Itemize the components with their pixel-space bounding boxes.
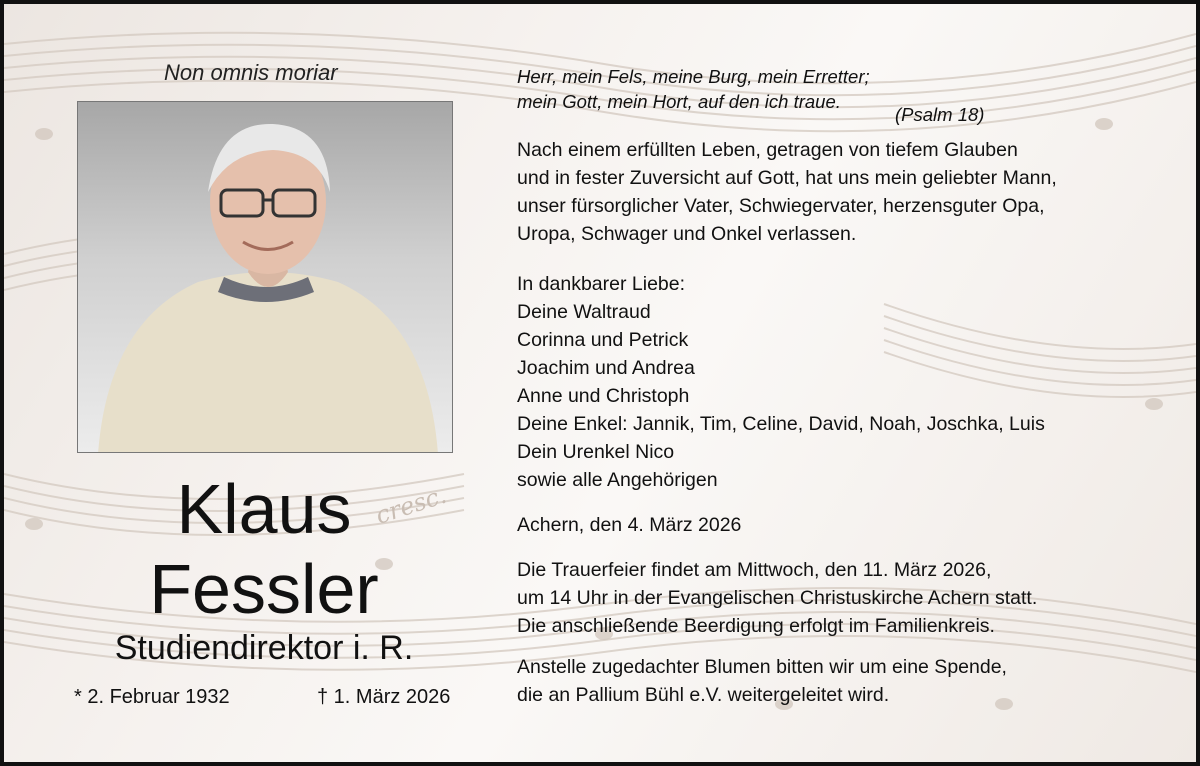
first-name: Klaus <box>176 470 352 548</box>
death-date: † 1. März 2026 <box>317 686 451 708</box>
cresc-marking: cresc. <box>372 480 450 530</box>
professional-title: Studiendirektor i. R. <box>114 629 414 667</box>
verse-line: Herr, mein Fels, meine Burg, mein Erretter; <box>517 66 870 87</box>
text-line: Uropa, Schwager und Onkel verlassen. <box>517 223 857 245</box>
portrait-photo <box>77 101 453 453</box>
mourners-list <box>517 270 1167 494</box>
mourner-line: Anne und Christoph <box>517 385 690 407</box>
motto: Non omnis moriar <box>164 60 338 85</box>
last-name: Fessler <box>149 550 379 628</box>
psalm-verse <box>517 64 1167 126</box>
text-line: unser fürsorglicher Vater, Schwiegervater, herzensguter Opa, <box>517 195 1045 217</box>
place-date <box>517 511 1167 539</box>
funeral-line: Die Trauerfeier findet am Mittwoch, den 11. März 2026, <box>517 559 992 581</box>
donation-line: Anstelle zugedachter Blumen bitten wir um eine Spende, <box>517 656 1007 678</box>
verse-reference: (Psalm 18) <box>895 104 985 125</box>
mourner-line: Deine Enkel: Jannik, Tim, Celine, David, Noah, Joschka, Luis <box>517 413 1045 435</box>
funeral-info <box>517 556 1167 640</box>
place-date-line: Achern, den 4. März 2026 <box>517 514 742 536</box>
verse-line: mein Gott, mein Hort, auf den ich traue. <box>517 91 841 112</box>
announcement-paragraph <box>517 136 1167 248</box>
mourner-line: Joachim und Andrea <box>517 357 695 379</box>
portrait-illustration <box>78 102 453 453</box>
birth-date: * 2. Februar 1932 <box>74 686 230 708</box>
donation-info <box>517 653 1167 709</box>
mourner-line: sowie alle Angehörigen <box>517 469 718 491</box>
mourner-line: Deine Waltraud <box>517 301 651 323</box>
mourner-line: In dankbarer Liebe: <box>517 273 686 295</box>
obituary-text <box>517 64 1167 709</box>
text-line: Nach einem erfüllten Leben, getragen von tiefem Glauben <box>517 139 1018 161</box>
donation-line: die an Pallium Bühl e.V. weitergeleitet wird. <box>517 684 890 706</box>
funeral-line: Die anschließende Beerdigung erfolgt im Familienkreis. <box>517 615 995 637</box>
mourner-line: Dein Urenkel Nico <box>517 441 675 463</box>
mourner-line: Corinna und Petrick <box>517 329 689 351</box>
text-line: und in fester Zuversicht auf Gott, hat uns mein geliebter Mann, <box>517 167 1057 189</box>
funeral-line: um 14 Uhr in der Evangelischen Christuskirche Achern statt. <box>517 587 1038 609</box>
